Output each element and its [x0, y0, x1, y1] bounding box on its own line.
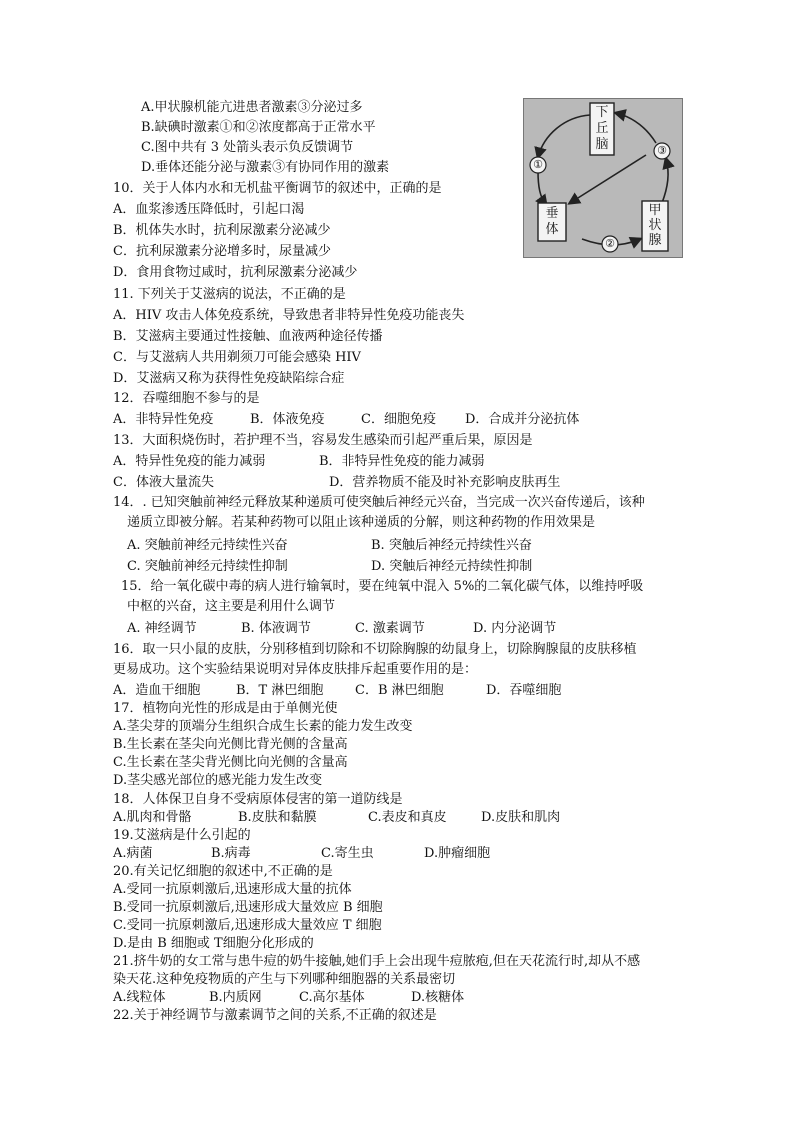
q18-stem: 18．人体保卫自身不受病原体侵害的第一道防线是	[113, 792, 403, 807]
hypothalamus-label: 下丘脑	[595, 105, 609, 152]
q17-option-a: A.茎尖芽的顶端分生组织合成生长素的能力发生改变	[113, 719, 413, 734]
q14-option-c: C. 突触前神经元持续性抑制	[127, 559, 288, 574]
q19-stem: 19.艾滋病是什么引起的	[113, 828, 251, 843]
q19-options	[113, 845, 673, 863]
q15-stem-line1: 15．给一氧化碳中毒的病人进行输氧时，要在纯氧中混入 5%的二氧化碳气体，以维持呼吸	[121, 579, 644, 594]
q20-option-c: C.受同一抗原刺激后,迅速形成大量效应 T 细胞	[113, 918, 382, 933]
arrow-thyroid-up	[662, 159, 668, 203]
q17-option-b: B.生长素在茎尖向光侧比背光侧的含量高	[113, 737, 348, 752]
q9-option-b: B.缺碘时激素①和②浓度都高于正常水平	[141, 120, 376, 135]
q11-option-d: D．艾滋病又称为获得性免疫缺陷综合症	[113, 371, 345, 386]
q9-option-c: C.图中共有 3 处箭头表示负反馈调节	[141, 140, 354, 155]
hormone-regulation-figure	[523, 98, 683, 258]
q19-option-c: C.寄生虫	[321, 846, 374, 861]
q16-option-a: A．造血干细胞	[113, 683, 201, 698]
q13-options-row1	[113, 453, 673, 471]
q14-stem-line1: 14．. 已知突触前神经元释放某种递质可使突触后神经元兴奋，当完成一次兴奋传递后，该种	[113, 495, 645, 510]
q15-options	[127, 620, 667, 638]
hormone-3-label: ③	[657, 144, 667, 157]
q13-option-c: C．体液大量流失	[113, 475, 214, 490]
q13-stem: 13．大面积烧伤时，若护理不当，容易发生感染而引起严重后果，原因是	[113, 433, 533, 448]
arrow-feedback-pituitary	[570, 155, 646, 203]
q16-option-d: D．吞噬细胞	[486, 683, 562, 698]
q17-option-d: D.茎尖感光部位的感光能力发生改变	[113, 773, 323, 788]
q10-option-c: C．抗利尿激素分泌增多时，尿量减少	[113, 244, 331, 259]
q9-option-d: D.垂体还能分泌与激素③有协同作用的激素	[141, 160, 390, 175]
q21-option-b: B.内质网	[209, 990, 262, 1005]
q16-stem-line2: 更易成功。这个实验结果说明对异体皮肤排斥起重要作用的是：	[113, 662, 478, 677]
q12-option-a: A．非特异性免疫	[113, 412, 214, 427]
q11-stem: 11. 下列关于艾滋病的说法，不正确的是	[113, 287, 346, 302]
q10-option-b: B．机体失水时，抗利尿激素分泌减少	[113, 223, 331, 238]
q16-stem-line1: 16．取一只小鼠的皮肤，分别移植到切除和不切除胸腺的幼鼠身上，切除胸腺鼠的皮肤移植	[113, 642, 637, 657]
q13-option-b: B．非特异性免疫的能力减弱	[319, 454, 485, 469]
q12-option-b: B．体液免疫	[250, 412, 325, 427]
thyroid-label: 甲状腺	[648, 203, 662, 248]
q12-option-c: C．细胞免疫	[361, 412, 436, 427]
q14-options-row1	[127, 537, 667, 555]
arrow-hypothalamus-to-pituitary	[538, 115, 590, 157]
hormone-1-label: ①	[533, 158, 543, 171]
q18-option-a: A.肌肉和骨骼	[113, 810, 192, 825]
q14-option-a: A. 突触前神经元持续性兴奋	[127, 538, 288, 553]
q10-option-a: A．血浆渗透压降低时，引起口渴	[113, 202, 305, 217]
q17-option-c: C.生长素在茎尖背光侧比向光侧的含量高	[113, 755, 348, 770]
q13-option-a: A．特异性免疫的能力减弱	[113, 454, 266, 469]
q21-options	[113, 989, 673, 1007]
q11-option-b: B．艾滋病主要通过性接触、血液两种途径传播	[113, 329, 383, 344]
q22-stem: 22.关于神经调节与激素调节之间的关系,不正确的叙述是	[113, 1008, 437, 1023]
q21-stem-line2: 染天花.这种免疫物质的产生与下列哪种细胞器的关系最密切	[113, 972, 456, 987]
q12-options	[113, 411, 673, 429]
q15-stem-line2: 中枢的兴奋，这主要是利用什么调节	[127, 599, 336, 614]
q13-options-row2	[113, 474, 673, 492]
q15-option-d: D. 内分泌调节	[473, 621, 557, 636]
q16-option-c: C．B 淋巴细胞	[355, 683, 444, 698]
q15-option-c: C. 激素调节	[355, 621, 425, 636]
q17-stem: 17．植物向光性的形成是由于单侧光使	[113, 701, 338, 716]
q14-option-d: D. 突触后神经元持续性抑制	[371, 559, 533, 574]
q21-option-c: C.高尔基体	[299, 990, 365, 1005]
q16-option-b: B．T 淋巴细胞	[236, 683, 324, 698]
q14-option-b: B. 突触后神经元持续性兴奋	[371, 538, 532, 553]
q20-option-a: A.受同一抗原刺激后,迅速形成大量的抗体	[113, 882, 352, 897]
q12-option-d: D．合成并分泌抗体	[465, 412, 580, 427]
q16-options	[113, 682, 673, 700]
q11-option-c: C．与艾滋病人共用剃须刀可能会感染 HIV	[113, 350, 361, 365]
q20-option-b: B.受同一抗原刺激后,迅速形成大量效应 B 细胞	[113, 900, 383, 915]
q18-option-b: B.皮肤和黏膜	[238, 810, 317, 825]
q20-stem: 20.有关记忆细胞的叙述中,不正确的是	[113, 864, 333, 879]
q19-option-b: B.病毒	[211, 846, 251, 861]
q14-stem-line2: 递质立即被分解。若某种药物可以阻止该种递质的分解，则这种药物的作用效果是	[127, 515, 596, 530]
q10-stem: 10．关于人体内水和无机盐平衡调节的叙述中，正确的是	[113, 181, 442, 196]
q15-option-a: A. 神经调节	[127, 621, 197, 636]
q19-option-d: D.肿瘤细胞	[424, 846, 491, 861]
pituitary-label: 垂体	[545, 206, 559, 237]
q14-options-row2	[127, 558, 667, 576]
q21-option-d: D.核糖体	[411, 990, 465, 1005]
q15-option-b: B. 体液调节	[241, 621, 311, 636]
q18-option-c: C.表皮和真皮	[368, 810, 447, 825]
q18-options	[113, 809, 673, 827]
q21-option-a: A.线粒体	[113, 990, 166, 1005]
q13-option-d: D．营养物质不能及时补充影响皮肤再生	[329, 475, 561, 490]
q18-option-d: D.皮肤和肌肉	[481, 810, 561, 825]
q21-stem-line1: 21.挤牛奶的女工常与患牛痘的奶牛接触,她们手上会出现牛痘脓疱,但在天花流行时,却从不感	[113, 954, 641, 969]
q11-option-a: A．HIV 攻击人体免疫系统，导致患者非特异性免疫功能丧失	[113, 308, 465, 323]
q20-option-d: D.是由 B 细胞或 T细胞分化形成的	[113, 936, 314, 951]
q10-option-d: D．食用食物过咸时，抗利尿激素分泌减少	[113, 265, 358, 280]
q19-option-a: A.病菌	[113, 846, 153, 861]
q12-stem: 12．吞噬细胞不参与的是	[113, 391, 260, 406]
arrow-to-pituitary	[538, 171, 546, 205]
hormone-2-label: ②	[605, 237, 615, 250]
arrow-feedback-hypothalamus	[616, 113, 656, 143]
q9-option-a: A.甲状腺机能亢进患者激素③分泌过多	[141, 100, 363, 115]
